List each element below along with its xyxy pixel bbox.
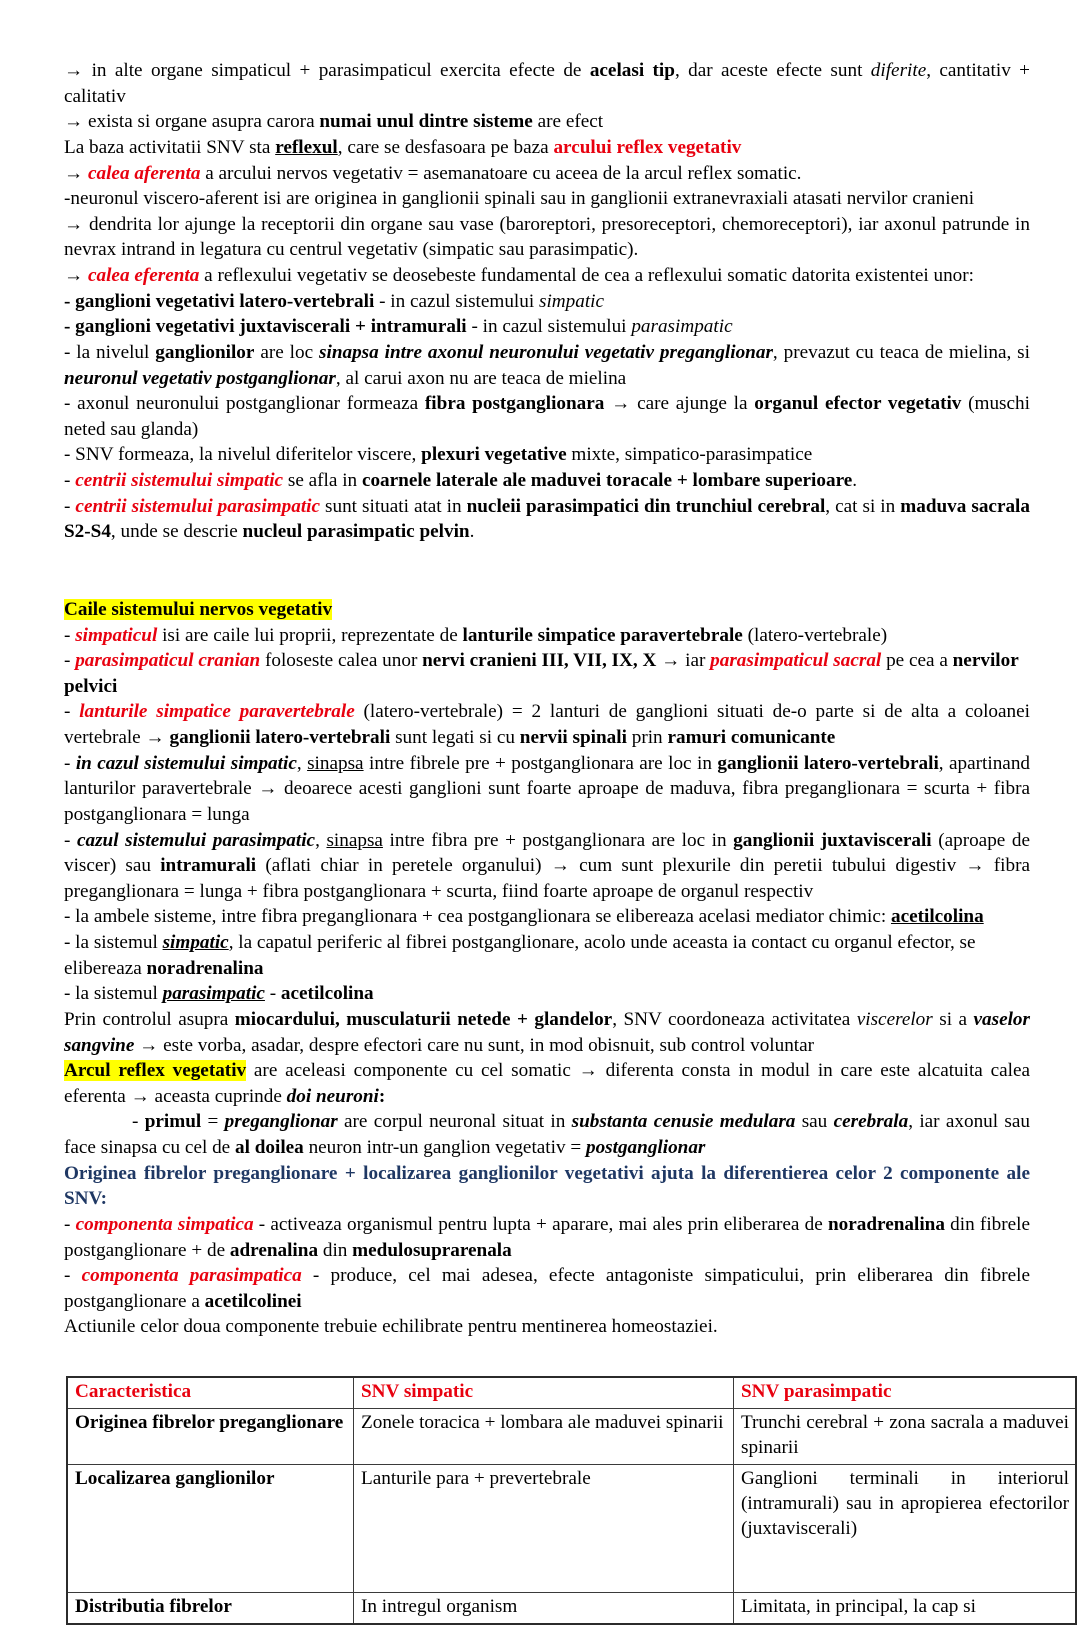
text-run: → exista si organe asupra carora bbox=[64, 111, 320, 133]
text-run-bold-italic: postganglionar bbox=[585, 1137, 706, 1158]
text-run: sunt situati atat in bbox=[320, 495, 467, 517]
table-cell-simpatic: Lanturile para + prevertebrale bbox=[354, 1464, 734, 1592]
text-run-bold: miocardului, musculaturii netede + glandelor bbox=[234, 1008, 613, 1030]
paragraph-centrii-simpatic bbox=[64, 468, 1030, 494]
paragraph-axonul-postganglionar bbox=[64, 391, 1030, 442]
text-run: , bbox=[296, 752, 308, 774]
text-run: (latero-vertebrale) bbox=[742, 624, 888, 646]
text-run-bold: : bbox=[378, 1085, 386, 1107]
text-run-bold: plexuri vegetative bbox=[421, 444, 567, 466]
paragraph-primul-neuron bbox=[64, 1109, 1030, 1160]
text-run: isi are caile lui proprii, reprezentate de bbox=[157, 624, 463, 646]
paragraph-dendrita bbox=[64, 212, 1030, 263]
text-run-bold-italic: in cazul sistemului simpatic bbox=[75, 752, 297, 774]
text-run: foloseste calea unor bbox=[260, 650, 423, 672]
text-run-red-bold-italic: calea aferenta bbox=[87, 162, 201, 184]
text-run: → iar bbox=[656, 650, 711, 672]
text-run: → dendrita lor ajunge la receptorii din organe sau vase (baroreptori, presoreceptori, chemoreceptori), iar axonul patrunde in nevrax intrand in legatura cu centrul vegetativ (simpatic sau parasimpatic). bbox=[64, 213, 1030, 261]
text-run-red-bold-italic: parasimpaticul sacral bbox=[710, 650, 882, 672]
text-run-bold: - ganglioni vegetativi juxtaviscerali + intramurali bbox=[64, 316, 467, 338]
list-item-ganglioni-latero-vertebrali bbox=[64, 289, 1030, 315]
text-run: = bbox=[201, 1111, 225, 1133]
text-run: - bbox=[64, 624, 76, 646]
text-run-italic: simpatic bbox=[538, 290, 605, 312]
text-run: are loc bbox=[254, 341, 320, 363]
table-cell-simpatic: In intregul organism bbox=[354, 1592, 734, 1623]
text-run: a arcului nervos vegetativ = asemanatoare cu aceea de la arcul reflex somatic. bbox=[200, 162, 802, 184]
text-run-italic: diferite bbox=[870, 60, 927, 81]
text-run-bold: acetilcolina bbox=[280, 983, 374, 1005]
text-run: si a bbox=[932, 1008, 974, 1030]
text-run: (aflati chiar in peretele organului) → cum sunt plexurile din peretii tubului digestiv → fibra preganglionara = lunga + fibra postganglionara + scurta, fiind foarte aproape de organul respectiv bbox=[64, 855, 1030, 902]
text-run: - bbox=[64, 650, 76, 672]
text-run-bold-italic: cazul sistemului parasimpatic bbox=[76, 829, 316, 851]
text-run: , care se desfasoara pe baza bbox=[337, 136, 554, 158]
paragraph-calea-eferenta bbox=[64, 263, 1030, 289]
text-run-underline-bold: acetilcolina bbox=[890, 906, 984, 928]
text-run-underline: sinapsa bbox=[307, 752, 364, 774]
section-spacer bbox=[64, 545, 1030, 597]
text-run: , la capatul periferic al fibrei postganglionare, acolo unde aceasta ia contact cu organul efector, se elibereaza bbox=[64, 932, 976, 979]
text-run: pe cea a bbox=[881, 650, 953, 672]
list-item-parasimpatic-acetilcolina bbox=[64, 981, 1030, 1007]
text-run: , unde se descrie bbox=[110, 521, 243, 543]
text-run: , dar aceste efecte sunt bbox=[674, 60, 871, 81]
table-cell-key: Distributia fibrelor bbox=[67, 1592, 354, 1623]
text-run-bold: acelasi tip bbox=[589, 60, 675, 81]
text-run-bold: organul efector vegetativ bbox=[754, 393, 962, 415]
text-run: neuron intr-un ganglion vegetativ = bbox=[303, 1137, 586, 1158]
paragraph-arcul-reflex-vegetativ bbox=[64, 1058, 1030, 1109]
text-run-blue-bold: Originea fibrelor preganglionare + localizarea ganglionilor vegetativi ajuta la diferentierea celor 2 componente ale SNV: bbox=[64, 1162, 1030, 1210]
text-run-bold: intramurali bbox=[160, 855, 257, 877]
comparison-table bbox=[66, 1376, 1077, 1625]
paragraph-control-miocard bbox=[64, 1007, 1030, 1058]
paragraph-mediator-chimic bbox=[64, 904, 1030, 930]
text-run-red-bold-italic: centrii sistemului parasimpatic bbox=[75, 495, 320, 517]
paragraph-componenta-parasimpatica bbox=[64, 1263, 1030, 1314]
text-run-bold-italic: vaselor sangvine bbox=[64, 1008, 1030, 1056]
paragraph-componenta-simpatica bbox=[64, 1212, 1030, 1263]
paragraph-nivelul-ganglionilor bbox=[64, 340, 1030, 391]
text-run: din fibrele postganglionare + de bbox=[64, 1213, 1030, 1261]
text-run: - bbox=[132, 1111, 145, 1133]
text-run: - bbox=[64, 1213, 76, 1235]
text-run-bold: - ganglioni vegetativi latero-vertebrali bbox=[64, 290, 375, 312]
table-row bbox=[67, 1464, 1076, 1592]
text-run: Prin controlul asupra bbox=[64, 1008, 235, 1030]
text-run-red-bold-italic: centrii sistemului simpatic bbox=[75, 470, 284, 491]
text-run: , iar axonul sau face sinapsa cu cel de bbox=[64, 1111, 1030, 1158]
text-run-bold-italic: cerebrala bbox=[833, 1111, 909, 1133]
text-run: -neuronul viscero-aferent isi are originea in ganglionii spinali sau in ganglionii extranevraxiali atasati nervilor cranieni bbox=[64, 188, 975, 210]
text-run-red-bold-italic: calea eferenta bbox=[87, 265, 200, 286]
paragraph-lanturi-paravertebrale bbox=[64, 699, 1030, 750]
text-run: intre fibrele pre + postganglionara are loc in bbox=[363, 752, 718, 774]
table-spacer bbox=[64, 1340, 1030, 1376]
text-run: (muschi neted sau glanda) bbox=[64, 393, 1030, 440]
text-run-bold: nucleul parasimpatic pelvin bbox=[242, 521, 470, 543]
text-run: - bbox=[64, 701, 80, 723]
paragraph-sinapsa-simpatic bbox=[64, 751, 1030, 828]
text-run: - activeaza organismul pentru lupta + aparare, mai ales prin eliberarea de bbox=[253, 1213, 828, 1235]
text-run: La baza activitatii SNV sta bbox=[64, 136, 276, 158]
heading-caile-snv bbox=[64, 597, 1030, 623]
text-run: - la nivelul bbox=[64, 341, 156, 363]
text-run: → bbox=[64, 162, 88, 184]
paragraph-centrii-parasimpatic bbox=[64, 494, 1030, 545]
text-run-bold: ganglionii latero-vertebrali bbox=[717, 752, 939, 774]
text-run: → care ajunge la bbox=[604, 393, 755, 415]
text-run: are corpul neuronal situat in bbox=[337, 1111, 572, 1133]
text-run: - la sistemul bbox=[64, 983, 163, 1005]
text-run: are efect bbox=[532, 111, 604, 133]
text-run: - bbox=[64, 495, 76, 517]
text-run: . bbox=[852, 470, 858, 491]
text-run: - bbox=[264, 983, 281, 1005]
text-run: prin bbox=[626, 727, 668, 748]
table-cell-simpatic: Zonele toracica + lombara ale maduvei spinarii bbox=[354, 1408, 734, 1464]
inline-highlight-text: Arcul reflex vegetativ bbox=[64, 1060, 247, 1082]
text-run-bold: nervii spinali bbox=[519, 727, 627, 748]
text-run: - bbox=[64, 1265, 82, 1287]
text-run: , prevazut cu teaca de mielina, si bbox=[772, 341, 1030, 363]
text-run-underline: sinapsa bbox=[326, 829, 383, 851]
text-run: sunt legati si cu bbox=[390, 727, 520, 748]
list-item-simpatic-noradrenalina bbox=[64, 930, 1030, 981]
table-header-snv-simpatic: SNV simpatic bbox=[354, 1377, 734, 1408]
table-header-caracteristica: Caracteristica bbox=[67, 1377, 354, 1408]
paragraph-alte-organe bbox=[64, 58, 1030, 109]
table-header-snv-parasimpatic: SNV parasimpatic bbox=[734, 1377, 1077, 1408]
table-row bbox=[67, 1408, 1076, 1464]
heading-highlight-text: Caile sistemului nervos vegetativ bbox=[64, 598, 333, 620]
text-run: → este vorba, asadar, despre efectori care nu sunt, in mod obisnuit, sub control voluntar bbox=[134, 1034, 815, 1056]
text-run: - la ambele sisteme, intre fibra preganglionara + cea postganglionara se elibereaza acelasi mediator chimic: bbox=[64, 906, 891, 928]
text-run: are aceleasi componente cu cel somatic → diferenta consta in modul in care este alcatuita calea eferenta → aceasta cuprinde bbox=[64, 1060, 1030, 1107]
text-run: - produce, cel mai adesea, efecte antagoniste simpaticului, prin eliberarea din fibrele postganglionare a bbox=[64, 1265, 1031, 1312]
text-run: sau bbox=[795, 1111, 834, 1133]
paragraph-parasimpatic-cranian bbox=[64, 648, 1030, 699]
text-run-red-bold-italic: parasimpaticul cranian bbox=[75, 650, 261, 672]
paragraph-neuron-viscero-aferent bbox=[64, 186, 1030, 212]
text-run: → bbox=[64, 265, 88, 286]
table-cell-parasimpatic: Trunchi cerebral + zona sacrala a maduvei spinarii bbox=[734, 1408, 1077, 1464]
text-run-bold: ganglionii juxtaviscerali bbox=[733, 829, 932, 851]
text-run-red-bold-italic: componenta parasimpatica bbox=[81, 1265, 302, 1287]
text-run: mixte, simpatico-parasimpatice bbox=[566, 444, 813, 466]
text-run: (latero-vertebrale) = 2 lanturi de ganglioni situati de-o parte si de alta a coloanei vertebrale → bbox=[64, 701, 1030, 748]
text-run: - SNV formeaza, la nivelul diferitelor viscere, bbox=[64, 444, 422, 466]
text-run: , SNV coordoneaza activitatea bbox=[612, 1008, 857, 1030]
text-run-bold-italic-underline: parasimpatic bbox=[162, 983, 265, 1005]
text-run: . bbox=[469, 521, 475, 543]
table-header-row bbox=[67, 1377, 1076, 1408]
table-cell-key: Originea fibrelor preganglionare bbox=[67, 1408, 354, 1464]
paragraph-originea-fibrelor-blue bbox=[64, 1161, 1030, 1212]
list-item-ganglioni-juxtaviscerali bbox=[64, 314, 1030, 340]
text-run-bold: lanturile simpatice paravertebrale bbox=[462, 624, 743, 646]
text-run-bold: numai unul dintre sisteme bbox=[319, 111, 533, 133]
table-cell-key: Localizarea ganglionilor bbox=[67, 1464, 354, 1592]
text-run: din bbox=[318, 1239, 353, 1261]
text-run: - bbox=[64, 470, 76, 491]
text-run-bold: nucleii parasimpatici din trunchiul cerebral bbox=[466, 495, 826, 517]
text-run: , bbox=[315, 829, 327, 851]
paragraph-baza-activitatii bbox=[64, 135, 1030, 161]
paragraph-homeostazie bbox=[64, 1314, 1030, 1340]
text-run-red-bold: arcului reflex vegetativ bbox=[553, 136, 742, 158]
text-run-bold: nervilor pelvici bbox=[64, 650, 1019, 697]
text-run-bold: noradrenalina bbox=[146, 957, 264, 979]
text-run: - bbox=[64, 829, 77, 851]
text-run-italic: viscerelor bbox=[856, 1008, 933, 1030]
text-run: , cantitativ + calitativ bbox=[64, 60, 1030, 107]
text-run: , al carui axon nu are teaca de mielina bbox=[335, 367, 627, 389]
text-run-bold: ramuri comunicante bbox=[667, 727, 836, 748]
text-run-bold: maduva sacrala S2-S4 bbox=[64, 495, 1030, 543]
text-run-bold: noradrenalina bbox=[828, 1213, 945, 1235]
text-run-bold: fibra postganglionara bbox=[424, 393, 605, 415]
text-run: - axonul neuronului postganglionar formeaza bbox=[64, 393, 425, 415]
text-run-bold: primul bbox=[144, 1111, 202, 1133]
text-run: Actiunile celor doua componente trebuie echilibrate pentru mentinerea homeostaziei. bbox=[64, 1316, 718, 1338]
text-run: - in cazul sistemului bbox=[374, 290, 539, 312]
text-run-bold-italic: doi neuroni bbox=[286, 1085, 379, 1107]
text-run: - in cazul sistemului bbox=[466, 316, 632, 338]
paragraph-simpaticul-cai bbox=[64, 623, 1030, 649]
paragraph-plexuri-vegetative bbox=[64, 442, 1030, 468]
text-run-bold-italic: sinapsa intre axonul neuronului vegetativ preganglionar bbox=[319, 341, 773, 363]
text-run-bold-italic-underline: simpatic bbox=[162, 932, 229, 953]
table-cell-parasimpatic: Ganglioni terminali in interiorul (intramurali) sau in apropierea efectorilor (juxtaviscerali) bbox=[734, 1464, 1077, 1592]
text-run-bold: nervi cranieni III, VII, IX, X bbox=[422, 650, 657, 672]
text-run: , apartinand lanturilor paravertebrale → deoarece acesti ganglioni sunt foarte aproape de maduva, fibra preganglionara = scurta + fibra postganglionara = lunga bbox=[64, 752, 1031, 825]
text-run-bold: acetilcolinei bbox=[204, 1290, 302, 1312]
text-run-red-bold-italic: simpaticul bbox=[75, 624, 158, 646]
text-run: - bbox=[64, 752, 76, 774]
text-run-italic: parasimpatic bbox=[631, 316, 733, 338]
text-run-bold-italic: substanta cenusie medulara bbox=[571, 1111, 796, 1133]
text-run-bold-italic: neuronul vegetativ postganglionar bbox=[64, 367, 336, 389]
text-run: → in alte organe simpaticul + parasimpaticul exercita efecte de bbox=[64, 60, 590, 81]
text-run: se afla in bbox=[283, 470, 362, 491]
text-run-red-bold-italic: componenta simpatica bbox=[75, 1213, 254, 1235]
text-run-bold: ganglionii latero-vertebrali bbox=[169, 727, 391, 748]
text-run-red-bold-italic: lanturile simpatice paravertebrale bbox=[79, 701, 355, 723]
paragraph-calea-aferenta bbox=[64, 161, 1030, 187]
text-run: (aproape de viscer) sau bbox=[64, 829, 1030, 877]
text-run: a reflexului vegetativ se deosebeste fundamental de cea a reflexului somatic datorita existentei unor: bbox=[199, 265, 974, 286]
table-cell-parasimpatic: Limitata, in principal, la cap si bbox=[734, 1592, 1077, 1623]
text-run-bold: al doilea bbox=[235, 1137, 304, 1158]
paragraph-sinapsa-parasimpatic bbox=[64, 828, 1030, 905]
text-run: intre fibra pre + postganglionara are loc in bbox=[382, 829, 734, 851]
text-run-bold: ganglionilor bbox=[155, 341, 255, 363]
text-run-bold: medulosuprarenala bbox=[352, 1239, 512, 1261]
document-body bbox=[64, 58, 1069, 1625]
table-row bbox=[67, 1592, 1076, 1623]
text-run-bold-italic: preganglionar bbox=[224, 1111, 338, 1133]
text-run: - la sistemul bbox=[64, 932, 163, 953]
text-run-bold: adrenalina bbox=[229, 1239, 319, 1261]
text-run: , cat si in bbox=[825, 495, 901, 517]
paragraph-exista-organe bbox=[64, 109, 1030, 135]
text-run-underline-bold: reflexul bbox=[275, 136, 338, 158]
text-run-bold: coarnele laterale ale maduvei toracale + lombare superioare bbox=[361, 470, 853, 491]
